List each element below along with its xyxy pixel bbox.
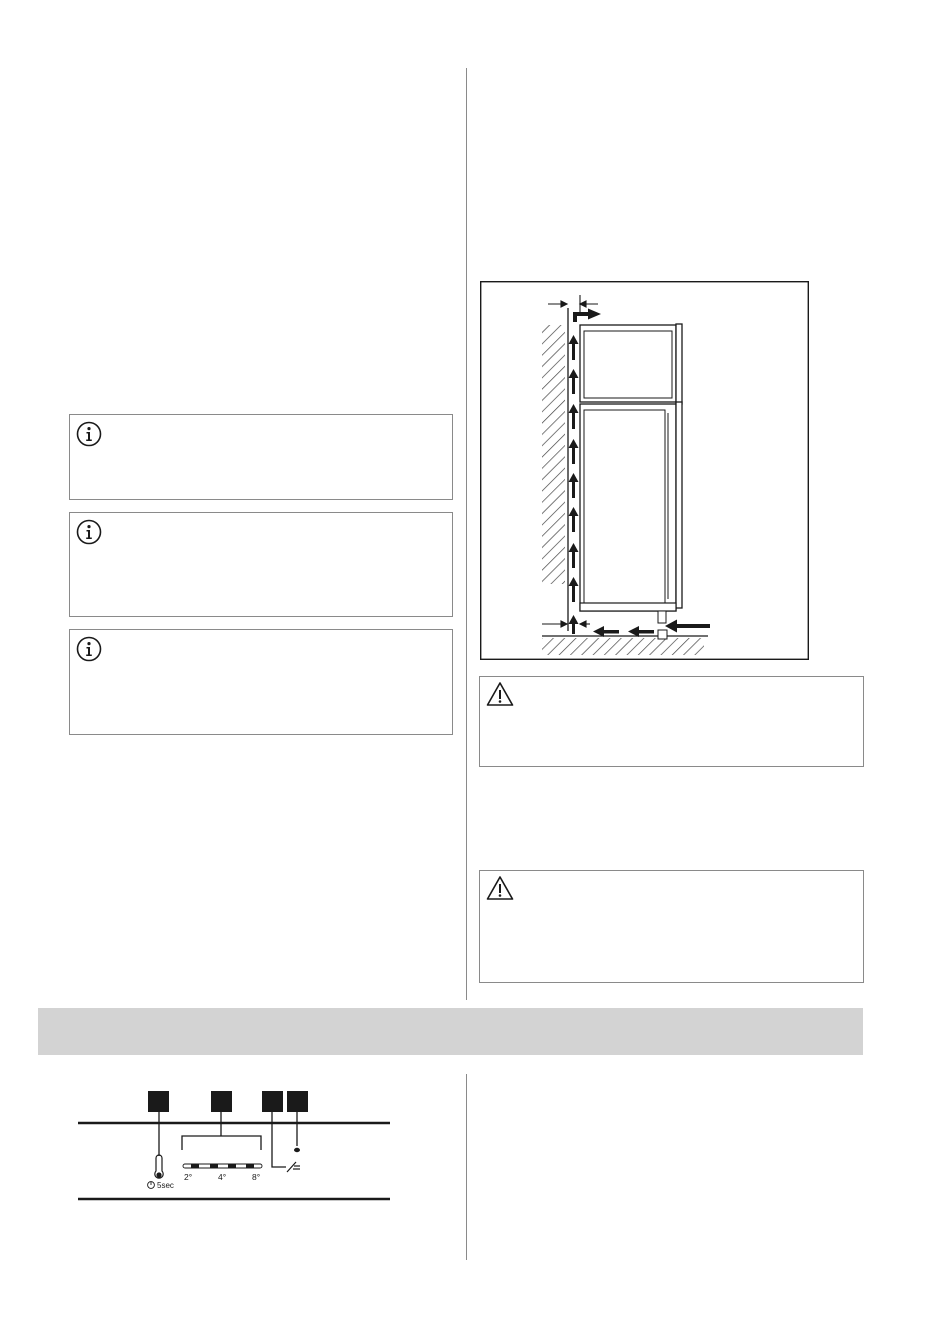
press-hint-label: 5sec (157, 1181, 174, 1190)
wall-hatch (542, 325, 565, 584)
info-note-1 (69, 414, 453, 500)
warning-icon (486, 681, 514, 707)
temp-label-high: 8° (252, 1172, 261, 1182)
info-icon (76, 421, 102, 447)
gap-dimension-bottom (542, 621, 590, 627)
column-divider-top (466, 68, 467, 1000)
temp-label-mid: 4° (218, 1172, 227, 1182)
callout-marker-2 (211, 1091, 232, 1112)
indicator-light (294, 1148, 300, 1152)
control-panel-diagram (78, 1090, 392, 1206)
column-divider-bottom (466, 1074, 467, 1260)
temperature-slider[interactable] (183, 1164, 262, 1168)
callout-marker-3 (262, 1091, 283, 1112)
info-icon (76, 636, 102, 662)
fast-freeze-icon[interactable] (287, 1162, 300, 1172)
callout-marker-4 (287, 1091, 308, 1112)
fridge-main-compartment (580, 402, 682, 639)
callout-marker-1 (148, 1091, 169, 1112)
temp-label-low: 2° (184, 1172, 193, 1182)
info-note-3 (69, 629, 453, 735)
power-icon (148, 1182, 155, 1189)
section-heading-band (38, 1008, 863, 1055)
ventilation-diagram (480, 281, 809, 660)
warning-note-2 (479, 870, 864, 983)
floor-hatch (542, 638, 704, 655)
thermometer-icon (155, 1155, 163, 1178)
info-icon (76, 519, 102, 545)
warning-icon (486, 875, 514, 901)
airflow-inlet-arrows (593, 620, 710, 638)
fridge-freezer-compartment (580, 324, 682, 404)
airflow-arrows-up (569, 335, 579, 634)
info-note-2 (69, 512, 453, 617)
airflow-outlet-arrow (573, 309, 601, 323)
warning-note-1 (479, 676, 864, 767)
